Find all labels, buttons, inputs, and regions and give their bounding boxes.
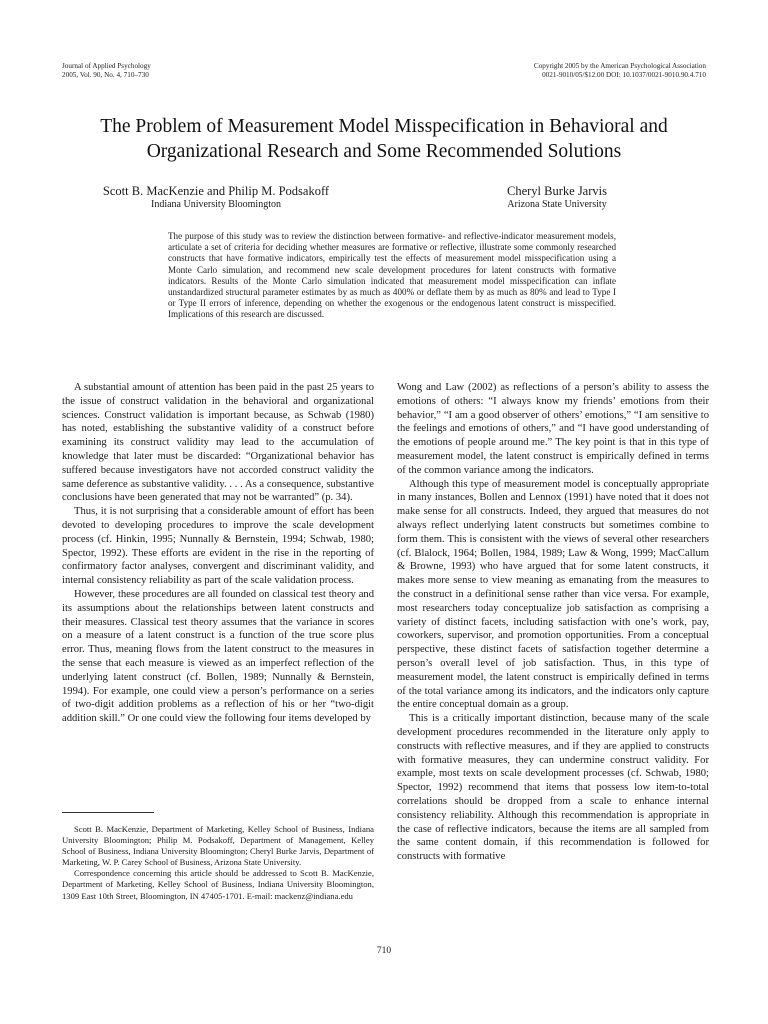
author-note-affiliations: Scott B. MacKenzie, Department of Marketing, Kelley School of Business, Indiana University Bloomington; Philip M. Podsakoff, Department of Management, Kelley School of Business, Indiana University Bloomington; Cheryl Burke Jarvis, Department of Marketing, W. P. Carey School of Business, Arizona State University. — [62, 824, 374, 868]
title-line-2: Organizational Research and Some Recommended Solutions — [146, 141, 622, 162]
author-note-correspondence: Correspondence concerning this article should be addressed to Scott B. MacKenzie, Department of Marketing, Kelley School of Business, Indiana University Bloomington, 1309 East 10th Street, Bloomington, IN 47405-1701. E-mail: mackenz@indiana.edu — [62, 868, 374, 901]
body-paragraph: Although this type of measurement model is conceptually appropriate in many instances, Bollen and Lennox (1991) have noted that it does not make sense for all constructs. Indeed, they argued that measures do not always reflect underlying latent constructs but sometimes combine to form them. This is consistent with the views of several other researchers (cf. Blalock, 1964; Bollen, 1984, 1989; Law & Wong, 1999; MacCallum & Browne, 1993) who have argued that for some latent constructs, it makes more sense to view meaning as emanating from the measures to the construct in a definitional sense rather than vice versa. For example, most researchers today conceptualize job satisfaction as comprising a variety of distinct facets, including satisfaction with one’s work, pay, coworkers, supervisor, and promotion opportunities. From a conceptual perspective, these distinct facets of satisfaction together determine a person’s overall level of job satisfaction. Thus, in this type of measurement model, the latent construct is empirically defined in terms of the total variance among its indicators, and the indicators only capture the entire conceptual domain as a group. — [397, 478, 709, 711]
article-title — [40, 114, 728, 164]
body-column-left — [62, 381, 374, 726]
body-paragraph: However, these procedures are all founded on classical test theory and its assumptions about the relationships between latent constructs and their measures. Classical test theory assumes that the variance in scores on a measure of a latent construct is a function of the true score plus error. Thus, meaning flows from the latent construct to the measures in the sense that each measure is viewed as an imperfect reflection of the underlying latent construct (cf. Bollen, 1989; Nunnally & Bernstein, 1994). For example, one could view a person’s performance on a series of two-digit addition problems as a reflection of his or her “two-digit addition skill.” Or one could view the following four items developed by — [62, 588, 374, 725]
copyright-line: Copyright 2005 by the American Psychological Association — [533, 62, 706, 70]
author-affiliation-1: Indiana University Bloomington — [151, 199, 281, 210]
journal-name: Journal of Applied Psychology — [62, 62, 151, 70]
author-note — [62, 824, 374, 902]
body-column-right — [397, 381, 709, 864]
author-affiliation-2: Arizona State University — [507, 199, 607, 210]
running-header-right — [534, 62, 706, 80]
doi-line: 0021-9010/05/$12.00 DOI: 10.1037/0021-9010.90.4.710 — [542, 71, 706, 79]
abstract: The purpose of this study was to review the distinction between formative- and reflective-indicator measurement models, articulate a set of criteria for deciding whether measures are formative or reflective, illustrate some commonly researched constructs that have formative indicators, empirically test the effects of measurement model misspecification using a Monte Carlo simulation, and recommend new scale development procedures for latent constructs with formative indicators. Results of the Monte Carlo simulation indicated that measurement model misspecification can inflate unstandardized structural parameter estimates by as much as 400% or deflate them by as much as 80% and lead to Type I or Type II errors of inference, depending on whether the exogenous or the endogenous latent construct is misspecified. Implications of this research are discussed. — [168, 231, 616, 320]
body-paragraph: Wong and Law (2002) as reflections of a person’s ability to assess the emotions of others: “I always know my friends’ emotions from their behavior,” “I am a good observer of others’ emotions,” “I am sensitive to the feelings and emotions of others,” and “I have good understanding of the emotions of people around me.” The key point is that in this type of measurement model, the latent construct is empirically defined in terms of the common variance among the indicators. — [397, 382, 709, 476]
page-number: 710 — [376, 946, 392, 956]
body-paragraph: This is a critically important distinction, because many of the scale development procedures recommended in the literature only apply to constructs with reflective measures, and if they are applied to constructs with formative measures, they can undermine construct validity. For example, most texts on scale development processes (cf. Schwab, 1980; Spector, 1992) recommend that items that possess low item-to-total correlations should be dropped from a scale to enhance internal consistency reliability. Although this recommendation is appropriate in the case of reflective indicators, because the items are all sampled from the same content domain, if this recommendation is followed for constructs with formative — [397, 713, 709, 863]
body-paragraph: Thus, it is not surprising that a considerable amount of effort has been devoted to developing procedures to improve the scale development process (cf. Hinkin, 1995; Nunnally & Bernstein, 1994; Schwab, 1980; Spector, 1992). These efforts are evident in the rise in the reporting of confirmatory factor analyses, convergent and discriminant validity, and internal consistency reliability as part of the scale validation process. — [62, 506, 374, 587]
footnote-divider — [62, 812, 154, 813]
running-header-left — [62, 62, 151, 80]
author-names-1: Scott B. MacKenzie and Philip M. Podsakoff — [102, 184, 330, 198]
author-block-1 — [60, 184, 372, 211]
author-names-2: Cheryl Burke Jarvis — [507, 184, 607, 198]
journal-volume: 2005, Vol. 90, No. 4, 710–730 — [62, 71, 149, 79]
body-paragraph: A substantial amount of attention has been paid in the past 25 years to the issue of construct validation in the behavioral and organizational sciences. Construct validation is important because, as Schwab (1980) has noted, establishing the substantive validity of a construct before examining its construct validity may lead to the accumulation of knowledge that later must be discarded: “Organizational behavior has suffered because investigators have not accorded construct validity the same deference as substantive validity. . . . As a consequence, substantive conclusions have been generated that may not be warranted” (p. 34). — [62, 382, 374, 504]
author-block-2 — [452, 184, 662, 211]
title-line-1: The Problem of Measurement Model Misspecification in Behavioral and — [100, 116, 668, 137]
